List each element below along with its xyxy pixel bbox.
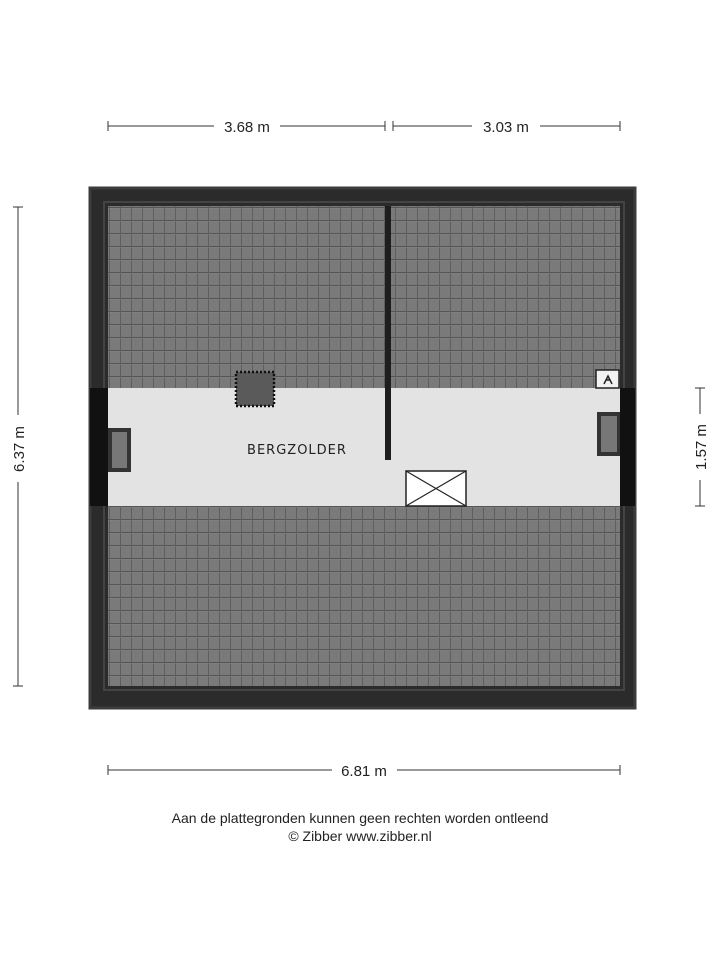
dimension-label-bottom: 6.81 m — [341, 763, 387, 780]
dimension-label-top-left: 3.68 m — [224, 119, 270, 136]
dimension-label-right: 1.57 m — [693, 424, 710, 470]
left-wall — [90, 388, 108, 506]
right-chimney-inner — [601, 416, 617, 452]
roof-hatch — [236, 372, 274, 406]
roof-tiles-top — [108, 206, 620, 388]
vent-unit — [596, 370, 619, 388]
footer-disclaimer: Aan de plattegronden kunnen geen rechten worden ontleend — [171, 810, 549, 826]
roof-tiles-bottom — [108, 506, 620, 686]
dimension-label-left: 6.37 m — [11, 426, 28, 472]
attic-floor — [108, 388, 620, 506]
room-label-bergzolder: BERGZOLDER — [247, 443, 347, 458]
dimension-label-top-right: 3.03 m — [483, 119, 529, 136]
footer-copyright: © Zibber www.zibber.nl — [288, 828, 432, 844]
right-wall — [620, 388, 635, 506]
left-chimney-inner — [112, 432, 127, 468]
partition-wall — [385, 206, 391, 460]
